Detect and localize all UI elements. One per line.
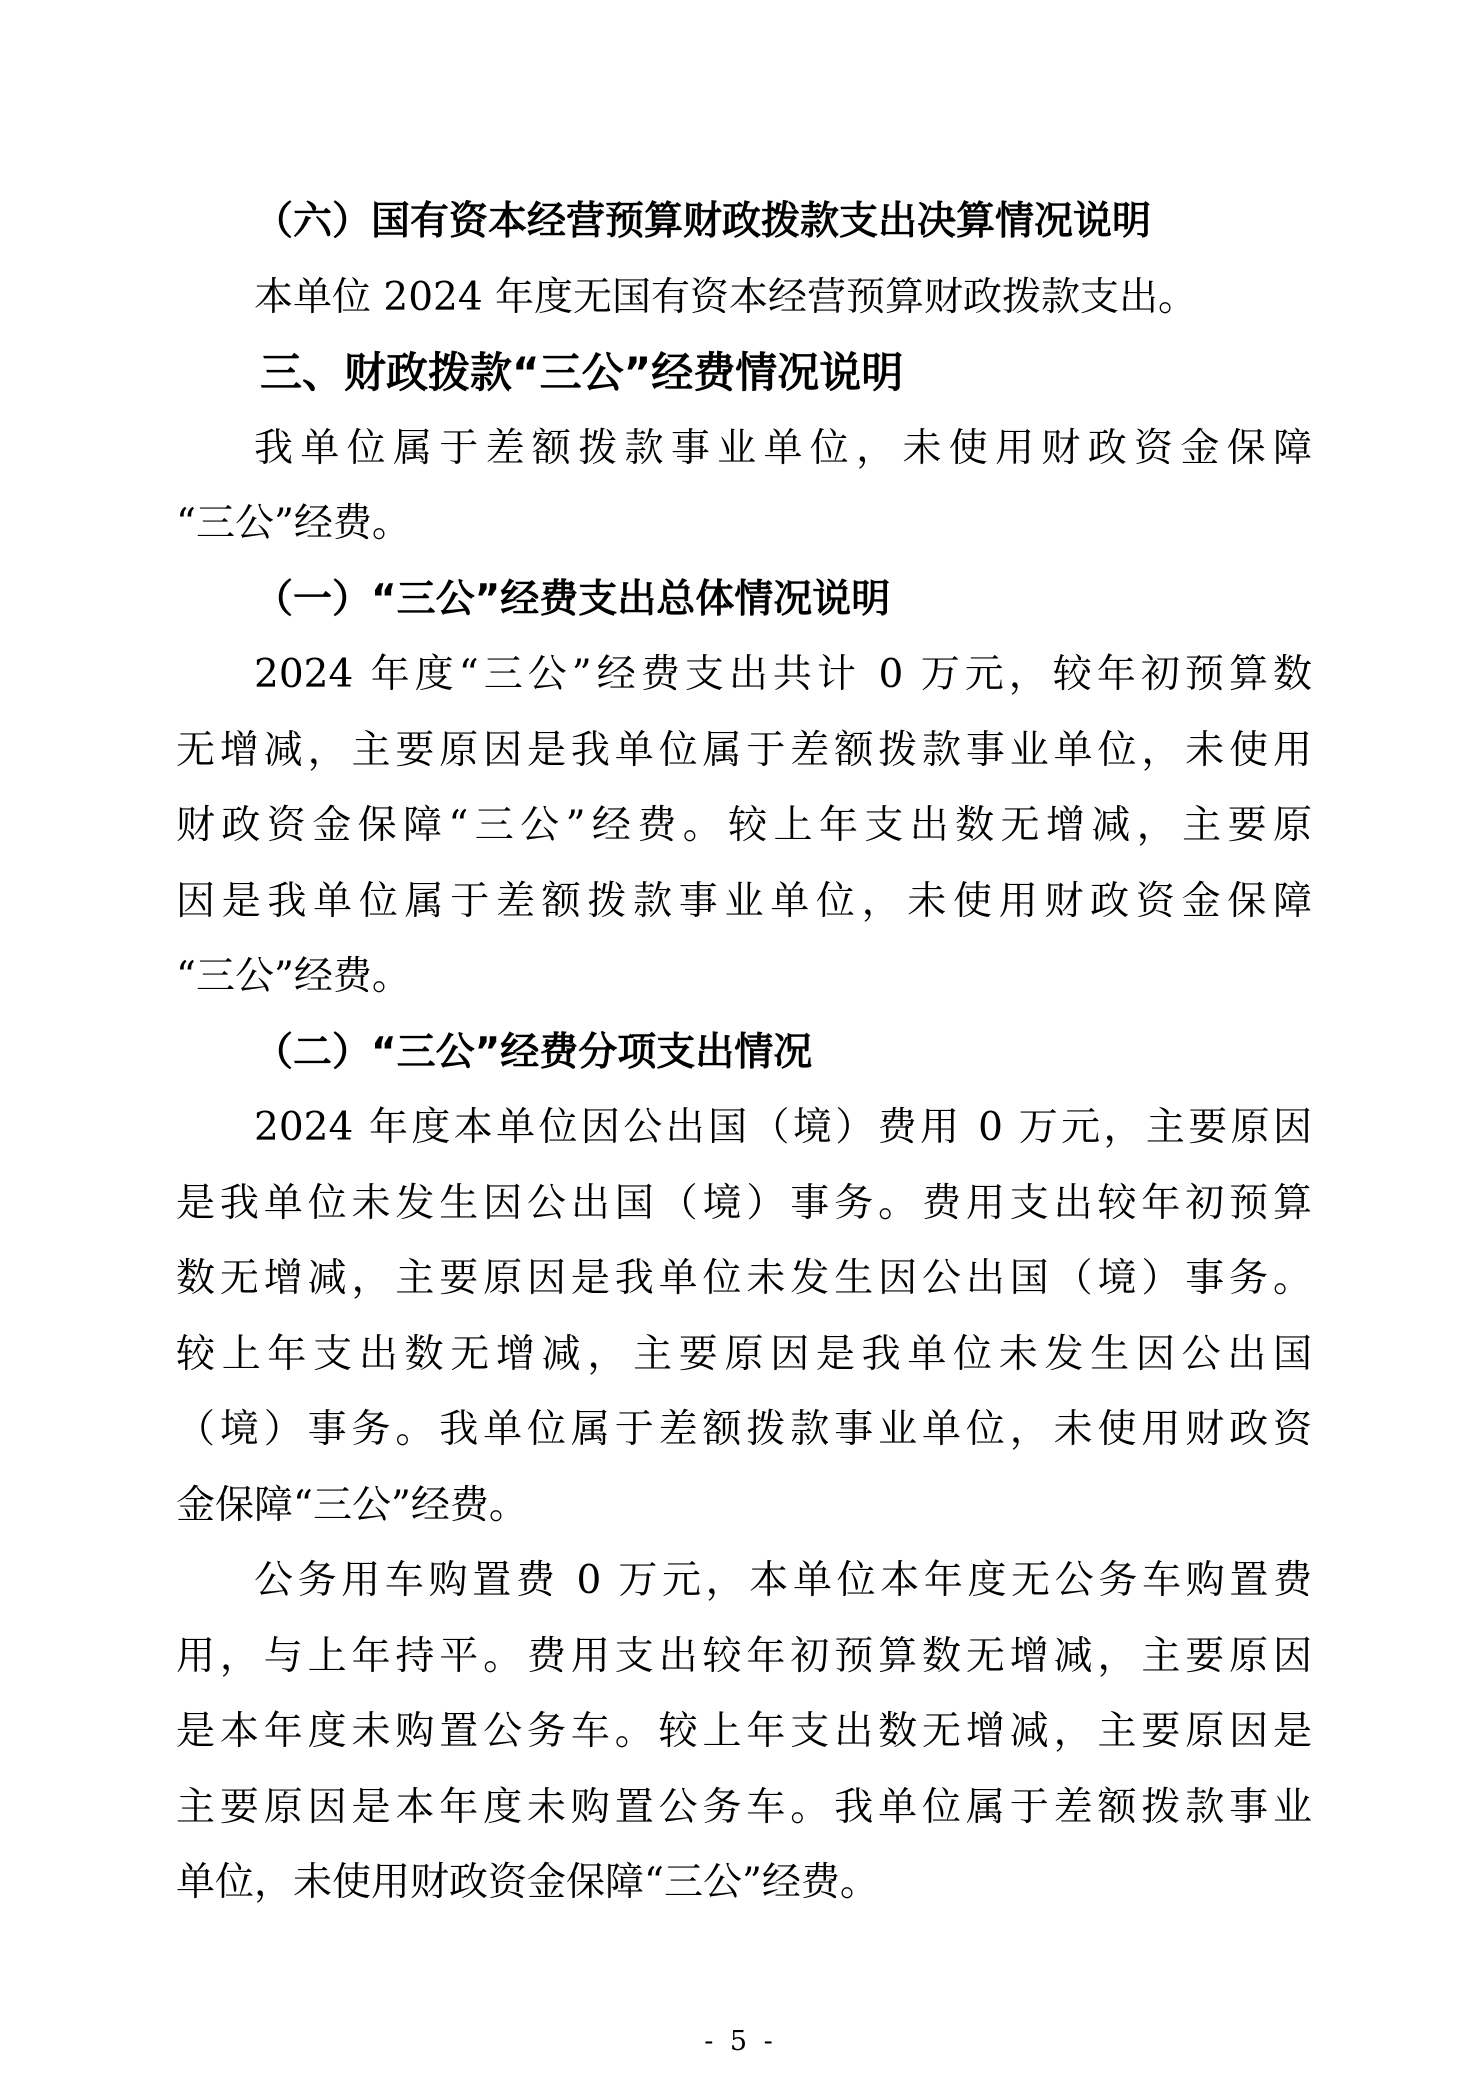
body-line: 金保障“三公”经费。 (176, 1482, 528, 1528)
heading-line: 三、财政拨款“三公”经费情况说明 (260, 348, 904, 397)
page-number: - 5 - (704, 2026, 777, 2057)
heading-line: （二）“三公”经费分项支出情况 (254, 1029, 813, 1075)
body-line: “三公”经费。 (176, 954, 411, 999)
body-line: 数无增减，主要原因是我单位未发生因公出国（境）事务。 (176, 1256, 1312, 1301)
document-body (176, 184, 1312, 1921)
body-line: （境）事务。我单位属于差额拨款事业单位，未使用财政资 (176, 1407, 1312, 1452)
body-line: “三公”经费。 (176, 501, 411, 546)
body-line: 公务用车购置费 0 万元，本单位本年度无公务车购置费 (254, 1558, 1312, 1603)
body-line: 财政资金保障“三公”经费。较上年支出数无增减，主要原 (176, 803, 1312, 848)
body-line: 用，与上年持平。费用支出较年初预算数无增减，主要原因 (176, 1633, 1312, 1679)
body-line: 2024 年度“三公”经费支出共计 0 万元，较年初预算数 (254, 652, 1312, 697)
body-line: 因是我单位属于差额拨款事业单位，未使用财政资金保障 (176, 878, 1312, 924)
body-line: 是我单位未发生因公出国（境）事务。费用支出较年初预算 (176, 1180, 1312, 1226)
body-line: 是本年度未购置公务车。较上年支出数无增减，主要原因是 (176, 1709, 1312, 1754)
body-line: 单位，未使用财政资金保障“三公”经费。 (176, 1860, 879, 1905)
body-line: 较上年支出数无增减，主要原因是我单位未发生因公出国 (176, 1331, 1312, 1377)
heading-line: （六）国有资本经营预算财政拨款支出决算情况说明 (254, 199, 1152, 244)
body-line: 2024 年度本单位因公出国（境）费用 0 万元，主要原因 (254, 1105, 1312, 1150)
body-line: 主要原因是本年度未购置公务车。我单位属于差额拨款事业 (176, 1784, 1312, 1830)
body-line: 我单位属于差额拨款事业单位，未使用财政资金保障 (254, 425, 1312, 471)
body-line: 无增减，主要原因是我单位属于差额拨款事业单位，未使用 (176, 727, 1312, 773)
heading-line: （一）“三公”经费支出总体情况说明 (254, 576, 891, 622)
body-line: 本单位 2024 年度无国有资本经营预算财政拨款支出。 (254, 274, 1198, 320)
